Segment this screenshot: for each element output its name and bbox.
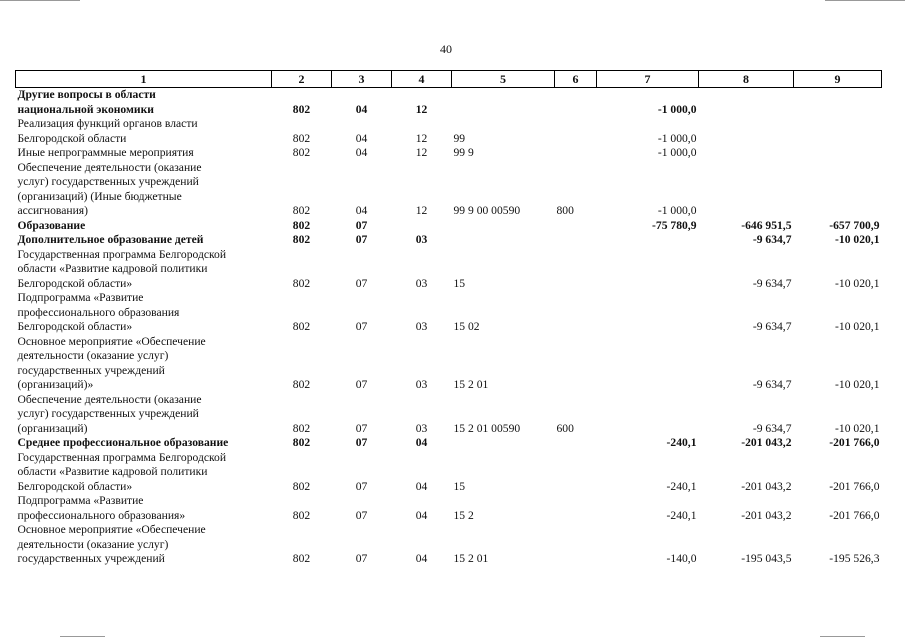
- cell-c3: 07: [355, 218, 368, 232]
- cell-c3: 04: [355, 146, 368, 159]
- cell-c4: 03: [415, 233, 428, 246]
- table-row: [16, 248, 882, 292]
- col-header: 3: [332, 71, 392, 88]
- cell-c4: 03: [415, 276, 428, 290]
- row-name: [16, 436, 272, 451]
- cell-c6: [555, 248, 597, 292]
- cell-c9: -10 020,1: [835, 276, 880, 290]
- cell-c8: -201 043,2: [741, 436, 792, 449]
- col-header: 9: [794, 71, 882, 88]
- cell-c5: 99 9 00 00590: [453, 204, 521, 217]
- cell-c3: 07: [355, 233, 368, 246]
- cell-c9: [794, 161, 882, 219]
- top-edge-line: [825, 0, 905, 1]
- cell-c7: [597, 393, 699, 437]
- row-name-line: Подпрограмма «Развитие: [17, 291, 144, 304]
- row-name-line: деятельности (оказание услуг): [17, 349, 169, 362]
- row-name-line: Подпрограмма «Развитие: [17, 494, 144, 507]
- cell-c6: [555, 146, 597, 161]
- bottom-edge-line: [820, 636, 865, 637]
- row-name-line: Белгородской области: [17, 131, 127, 145]
- cell-c2: 802: [292, 552, 311, 565]
- cell-c2: 802: [292, 421, 311, 435]
- cell-c9: [794, 117, 882, 146]
- row-name: [16, 146, 272, 161]
- row-name: [16, 219, 272, 234]
- cell-c4: [392, 219, 452, 234]
- page-number: 40: [440, 42, 452, 56]
- cell-c7: [597, 291, 699, 335]
- cell-c3: 07: [355, 421, 368, 435]
- cell-c8: [699, 146, 794, 161]
- row-name: [16, 335, 272, 393]
- cell-c6: 600: [556, 421, 574, 435]
- cell-c8: -9 634,7: [752, 233, 792, 246]
- row-name-line: Дополнительное образование детей: [17, 233, 204, 246]
- row-name-line: услуг) государственных учреждений: [17, 407, 199, 420]
- cell-c5: 15: [453, 479, 466, 493]
- cell-c3: 07: [355, 276, 368, 290]
- cell-c6: [555, 523, 597, 567]
- cell-c6: [555, 219, 597, 234]
- cell-c4: 12: [415, 131, 428, 145]
- row-name-line: национальной экономики: [17, 102, 154, 116]
- cell-c6: [555, 88, 597, 118]
- row-name-line: Обеспечение деятельности (оказание: [17, 160, 202, 174]
- row-name-line: Белгородской области»: [17, 276, 133, 290]
- cell-c4: 04: [415, 479, 428, 493]
- bottom-edge-line: [60, 636, 105, 637]
- row-name: [16, 393, 272, 437]
- cell-c4: 03: [415, 320, 428, 333]
- table-header-row: [16, 71, 882, 88]
- cell-c3: 07: [355, 320, 368, 333]
- cell-c9: -10 020,1: [835, 421, 880, 435]
- cell-c4: 03: [415, 421, 428, 435]
- cell-c7: [597, 335, 699, 393]
- cell-c4: 12: [415, 204, 428, 217]
- row-name-line: Основное мероприятие «Обеспечение: [17, 523, 206, 536]
- cell-c3: 07: [355, 378, 368, 391]
- cell-c9: -195 526,3: [829, 552, 880, 565]
- row-name-line: Государственная программа Белгородской: [17, 247, 227, 261]
- row-name-line: Белгородской области»: [17, 320, 133, 333]
- col-header: 1: [16, 71, 272, 88]
- row-name: [16, 291, 272, 335]
- cell-c5: 15 02: [453, 320, 480, 333]
- row-name: [16, 161, 272, 219]
- cell-c2: 802: [292, 218, 311, 232]
- cell-c5: [452, 436, 555, 451]
- cell-c4: 04: [415, 436, 428, 449]
- row-name: [16, 494, 272, 523]
- row-name-line: Основное мероприятие «Обеспечение: [17, 334, 206, 348]
- cell-c3: 04: [355, 102, 368, 116]
- table-row: [16, 291, 882, 335]
- row-name: [16, 88, 272, 118]
- cell-c6: [555, 494, 597, 523]
- cell-c5: 15: [453, 276, 466, 290]
- cell-c5: [452, 233, 555, 248]
- cell-c7: -140,0: [666, 552, 697, 565]
- cell-c9: -201 766,0: [829, 479, 880, 493]
- row-name-line: Реализация функций органов власти: [17, 117, 198, 130]
- row-name-line: области «Развитие кадровой политики: [17, 262, 208, 275]
- cell-c8: -9 634,7: [752, 378, 792, 391]
- cell-c4: 03: [415, 378, 428, 391]
- cell-c9: -201 766,0: [829, 436, 880, 449]
- cell-c5: 99 9: [453, 146, 474, 159]
- cell-c3: 04: [355, 204, 368, 217]
- table-row: [16, 88, 882, 118]
- cell-c5: [452, 88, 555, 118]
- cell-c7: [597, 248, 699, 292]
- cell-c2: 802: [292, 204, 311, 217]
- cell-c5: 15 2 01: [453, 552, 489, 565]
- row-name-line: области «Развитие кадровой политики: [17, 465, 208, 478]
- col-header: 4: [392, 71, 452, 88]
- table-row: [16, 161, 882, 219]
- row-name-line: Обеспечение деятельности (оказание: [17, 392, 202, 406]
- row-name-line: профессионального образования»: [17, 508, 186, 522]
- cell-c6: [555, 451, 597, 495]
- cell-c9: -201 766,0: [829, 508, 880, 522]
- table-row: [16, 335, 882, 393]
- cell-c2: 802: [292, 146, 311, 159]
- cell-c2: 802: [292, 276, 311, 290]
- cell-c8: -9 634,7: [752, 276, 792, 290]
- cell-c8: -646 951,5: [741, 218, 792, 232]
- cell-c5: [452, 219, 555, 234]
- row-name-line: ассигнования): [17, 204, 88, 217]
- row-name-line: (организаций)»: [17, 378, 94, 391]
- cell-c2: 802: [292, 233, 311, 246]
- row-name-line: государственных учреждений: [17, 363, 165, 377]
- cell-c5: 15 2: [453, 508, 474, 522]
- cell-c9: -657 700,9: [829, 218, 880, 232]
- row-name-line: деятельности (оказание услуг): [17, 537, 169, 551]
- row-name-line: Белгородской области»: [17, 479, 133, 493]
- row-name-line: профессионального образования: [17, 305, 180, 319]
- cell-c6: [555, 233, 597, 248]
- cell-c4: 04: [415, 508, 428, 522]
- table-row: [16, 393, 882, 437]
- cell-c3: 07: [355, 479, 368, 493]
- col-header: 8: [699, 71, 794, 88]
- row-name: [16, 523, 272, 567]
- cell-c7: -1 000,0: [657, 204, 697, 217]
- cell-c3: 07: [355, 436, 368, 449]
- cell-c8: -201 043,2: [741, 508, 792, 522]
- cell-c6: [555, 291, 597, 335]
- cell-c9: [794, 146, 882, 161]
- row-name-line: услуг) государственных учреждений: [17, 175, 199, 188]
- row-name-line: Среднее профессиональное образование: [17, 436, 229, 449]
- row-name-line: государственных учреждений: [17, 552, 165, 565]
- col-header: 7: [597, 71, 699, 88]
- row-name-line: (организаций): [17, 421, 88, 435]
- cell-c9: -10 020,1: [835, 378, 880, 391]
- row-name: [16, 233, 272, 248]
- cell-c7: -1 000,0: [657, 131, 697, 145]
- cell-c9: -10 020,1: [835, 320, 880, 333]
- row-name-line: Образование: [17, 218, 86, 232]
- table-row: [16, 451, 882, 495]
- cell-c9: [794, 88, 882, 118]
- cell-c9: -10 020,1: [835, 233, 880, 246]
- cell-c7: -240,1: [666, 508, 697, 522]
- table-row: [16, 219, 882, 234]
- cell-c2: 802: [292, 508, 311, 522]
- row-name: [16, 117, 272, 146]
- cell-c5: 99: [453, 131, 466, 145]
- col-header: 6: [555, 71, 597, 88]
- col-header: 5: [452, 71, 555, 88]
- cell-c8: [699, 161, 794, 219]
- cell-c7: -75 780,9: [652, 218, 697, 232]
- cell-c2: 802: [292, 102, 311, 116]
- table-row: [16, 494, 882, 523]
- col-header: 2: [272, 71, 332, 88]
- cell-c2: 802: [292, 131, 311, 145]
- cell-c6: [555, 335, 597, 393]
- cell-c3: 04: [355, 131, 368, 145]
- row-name-line: Другие вопросы в области: [17, 88, 156, 101]
- cell-c8: [699, 88, 794, 118]
- cell-c4: 04: [415, 552, 428, 565]
- row-name-line: (организаций) (Иные бюджетные: [17, 189, 182, 203]
- row-name-line: Иные непрограммные мероприятия: [17, 146, 194, 159]
- table-row: [16, 436, 882, 451]
- cell-c3: 07: [355, 552, 368, 565]
- cell-c2: 802: [292, 479, 311, 493]
- cell-c8: [699, 117, 794, 146]
- table-row: [16, 233, 882, 248]
- cell-c8: -195 043,5: [741, 552, 792, 565]
- cell-c3: 07: [355, 508, 368, 522]
- budget-table: [15, 70, 882, 567]
- cell-c2: 802: [292, 436, 311, 449]
- cell-c4: 12: [415, 146, 428, 159]
- cell-c6: [555, 117, 597, 146]
- table-row: [16, 117, 882, 146]
- cell-c6: [555, 436, 597, 451]
- cell-c8: -201 043,2: [741, 479, 792, 493]
- top-edge-line: [0, 0, 80, 1]
- cell-c8: -9 634,7: [752, 320, 792, 333]
- cell-c7: -240,1: [666, 436, 697, 449]
- cell-c2: 802: [292, 320, 311, 333]
- row-name-line: Государственная программа Белгородской: [17, 450, 227, 464]
- cell-c7: -1 000,0: [657, 146, 697, 159]
- cell-c5: 15 2 01 00590: [453, 421, 521, 435]
- cell-c5: 15 2 01: [453, 378, 489, 391]
- cell-c2: 802: [292, 378, 311, 391]
- cell-c7: [597, 233, 699, 248]
- table-row: [16, 523, 882, 567]
- cell-c6: 800: [556, 204, 574, 217]
- cell-c7: -1 000,0: [657, 102, 697, 116]
- row-name: [16, 248, 272, 292]
- cell-c8: -9 634,7: [752, 421, 792, 435]
- table-row: [16, 146, 882, 161]
- cell-c4: 12: [415, 102, 428, 116]
- row-name: [16, 451, 272, 495]
- cell-c7: -240,1: [666, 479, 697, 493]
